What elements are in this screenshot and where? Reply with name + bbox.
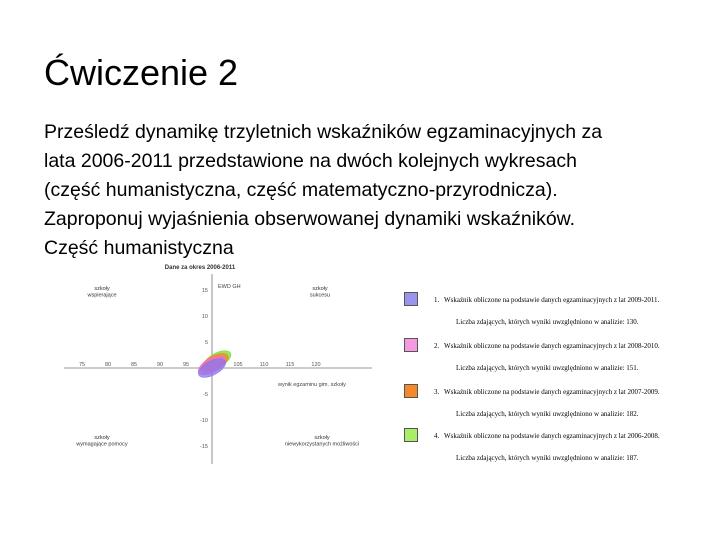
legend-item (400, 334, 710, 374)
paragraph-line: Prześledź dynamikę trzyletnich wskaźników egzaminacyjnych za (44, 121, 603, 143)
legend-swatch (404, 428, 418, 442)
quadrant-top-right-label (310, 286, 330, 299)
y-axis-label: EWD GH (218, 284, 241, 290)
slide-paragraph (44, 118, 684, 263)
quadrant-bottom-left-label (75, 435, 128, 448)
x-axis-label: wynik egzaminu gim. szkoły (278, 382, 346, 388)
y-tick-label: -5 (203, 392, 208, 398)
svg-text:szkoływymagające pomocy: szkoły wymagające pomocy (76, 435, 128, 448)
x-tick-label: 120 (311, 362, 321, 368)
x-tick-label: 80 (104, 362, 112, 368)
paragraph-line: lata 2006-2011 przedstawione na dwóch kolejnych wykresach (44, 150, 577, 172)
legend-description: Wskaźnik obliczone na podstawie danych egzaminacyjnych z lat 2009-2011. (444, 296, 660, 304)
legend-item (400, 380, 710, 420)
legend-swatch (404, 384, 418, 398)
legend-count: Liczba zdających, których wyniki uwzględniono w analizie: 151. (456, 364, 639, 372)
quadrant-bottom-right-label (285, 435, 359, 448)
legend-count: Liczba zdających, których wyniki uwzględniono w analizie: 182. (456, 410, 639, 418)
legend-number: 1. (434, 296, 440, 304)
y-tick-label: 5 (204, 340, 208, 346)
legend-number: 3. (434, 388, 440, 396)
legend-count: Liczba zdających, których wyniki uwzględniono w analizie: 130. (456, 318, 639, 326)
legend-description: Wskaźnik obliczone na podstawie danych egzaminacyjnych z lat 2006-2008. (444, 432, 660, 440)
ewd-chart (60, 258, 380, 468)
x-tick-label: 75 (78, 362, 86, 368)
y-tick-label: 15 (201, 288, 208, 294)
x-tick-label: 105 (233, 362, 243, 368)
x-tick-label: 110 (259, 362, 269, 368)
legend-number: 4. (434, 432, 440, 440)
quadrant-top-left-label (86, 286, 116, 299)
legend-description: Wskaźnik obliczone na podstawie danych egzaminacyjnych z lat 2007-2009. (444, 388, 660, 396)
data-ellipses (195, 347, 233, 381)
slide-title: Ćwiczenie 2 (44, 52, 239, 93)
legend (400, 288, 710, 468)
legend-swatch (404, 292, 418, 306)
legend-item (400, 288, 710, 328)
x-tick-label: 95 (182, 362, 190, 368)
x-tick-label: 90 (156, 362, 164, 368)
svg-text:szkołysukcesu: szkoły sukcesu (309, 286, 331, 299)
paragraph-line: (część humanistyczna, część matematyczno-przyrodnicza). (44, 179, 558, 201)
y-tick-label: -15 (200, 444, 208, 450)
legend-item (400, 424, 710, 464)
legend-count: Liczba zdających, których wyniki uwzględniono w analizie: 187. (456, 454, 639, 462)
y-tick-label: -10 (200, 418, 208, 424)
svg-text:szkoływspierające: szkoły wspierające (87, 286, 117, 299)
legend-swatch (404, 338, 418, 352)
legend-number: 2. (434, 342, 440, 350)
paragraph-line: Część humanistyczna (44, 237, 234, 259)
x-tick-label: 115 (285, 362, 295, 368)
paragraph-line: Zaproponuj wyjaśnienia obserwowanej dynamiki wskaźników. (44, 208, 576, 230)
y-tick-label: 10 (201, 314, 208, 320)
x-tick-label: 85 (130, 362, 138, 368)
svg-text:szkołyniewykorzystanych możliw: szkoły niewykorzystanych możliwości (284, 435, 360, 448)
chart-title: Dane za okres 2006-2011 (164, 265, 236, 271)
legend-description: Wskaźnik obliczone na podstawie danych egzaminacyjnych z lat 2008-2010. (444, 342, 660, 350)
